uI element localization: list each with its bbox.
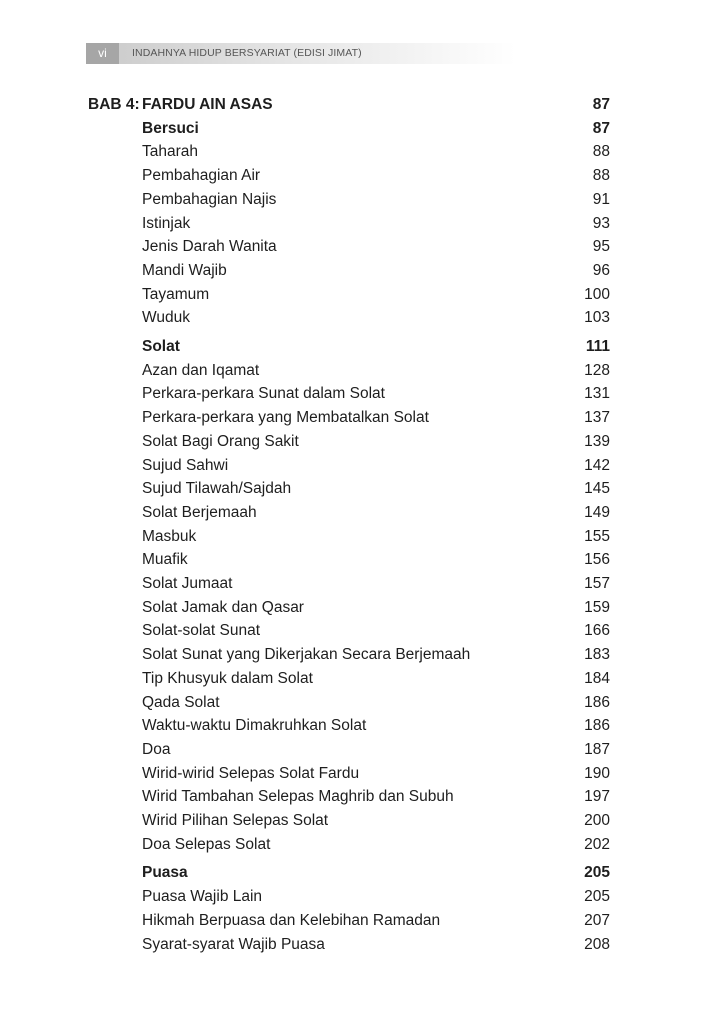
- toc-entry-page: 88: [592, 143, 610, 161]
- toc-entry-page: 166: [584, 622, 610, 640]
- toc-entry-title: Solat Jumaat: [142, 575, 233, 592]
- toc-entry-title: Wirid Tambahan Selepas Maghrib dan Subuh: [142, 788, 454, 806]
- toc-entry-title: Mandi Wajib: [142, 261, 227, 279]
- toc-entry-page: 200: [584, 812, 610, 829]
- toc-section-row: [142, 335, 610, 359]
- toc-entry-title: Waktu-waktu Dimakruhkan Solat: [142, 717, 367, 735]
- toc-entry-title: Doa Selepas Solat: [142, 835, 271, 853]
- toc-entry-row: [142, 359, 610, 383]
- toc-entry-page: 131: [584, 385, 610, 403]
- toc-entry-row: [142, 885, 610, 909]
- toc-entry-row: [142, 382, 610, 406]
- toc-entry-page: 155: [584, 527, 610, 545]
- toc-entry-page: 190: [584, 764, 610, 782]
- toc-entry-page: 145: [584, 480, 610, 498]
- toc-entry-page: 186: [584, 693, 610, 711]
- toc-entry-page: 95: [592, 238, 610, 256]
- toc-entry-title: Solat Jamak dan Qasar: [142, 598, 304, 616]
- toc-entry-page: 159: [584, 598, 610, 616]
- toc-entry-title: Tayamum: [142, 285, 210, 303]
- toc-entry-page: 149: [584, 503, 610, 521]
- toc-entry-title: Syarat-syarat Wajib Puasa: [142, 935, 325, 953]
- toc-entry-row: [142, 283, 610, 307]
- toc-entry-row: [142, 572, 610, 596]
- toc-entry-page: 96: [592, 261, 610, 279]
- toc-entry-page: 197: [584, 788, 610, 806]
- toc-entry-title: Pembahagian Air: [142, 167, 261, 185]
- toc-entry-page: 205: [584, 888, 610, 906]
- toc-entry-row: [142, 259, 610, 283]
- toc-entry-title: Solat-solat Sunat: [142, 622, 261, 640]
- toc-entry-title: Sujud Tilawah/Sajdah: [142, 480, 292, 498]
- toc-entry-title: Muafik: [142, 551, 188, 569]
- toc-entry-page: 186: [584, 717, 610, 735]
- toc-entry-title: Perkara-perkara Sunat dalam Solat: [142, 385, 385, 403]
- toc-section-title: Solat: [142, 338, 180, 355]
- toc-entry-page: 139: [584, 432, 610, 450]
- toc-entry-row: [142, 306, 610, 330]
- toc-entry-page: 183: [584, 646, 610, 664]
- toc-entry-row: [142, 909, 610, 933]
- toc-section-row: [142, 117, 610, 141]
- toc-entry-title: Wirid Pilihan Selepas Solat: [142, 812, 329, 829]
- toc-entry-row: [142, 454, 610, 478]
- toc-entry-title: Wuduk: [142, 309, 190, 327]
- toc-entry-title: Taharah: [142, 143, 199, 161]
- toc-entry-page: 100: [584, 285, 610, 303]
- toc-entry-page: 208: [584, 935, 610, 953]
- chapter-page: 87: [592, 96, 610, 113]
- toc-entry-title: Sujud Sahwi: [142, 456, 229, 474]
- toc-section-page: 87: [592, 119, 610, 137]
- toc-entry-row: [142, 430, 610, 454]
- toc-entry-title: Solat Sunat yang Dikerjakan Secara Berjemaah: [142, 646, 471, 664]
- toc-entry-title: Masbuk: [142, 527, 197, 545]
- toc-section-page: 205: [584, 864, 610, 882]
- toc-entry-title: Jenis Darah Wanita: [142, 238, 277, 256]
- toc-entry-title: Perkara-perkara yang Membatalkan Solat: [142, 409, 429, 427]
- toc-entry-page: 128: [584, 361, 610, 379]
- chapter-heading: [88, 93, 610, 117]
- toc-entry-page: 103: [584, 309, 610, 327]
- toc-entry-title: Qada Solat: [142, 693, 220, 711]
- toc-entry-row: [142, 738, 610, 762]
- toc-entry-title: Hikmah Berpuasa dan Kelebihan Ramadan: [142, 911, 441, 929]
- toc-entry-row: [142, 933, 610, 957]
- toc-entry-title: Doa: [142, 740, 171, 758]
- running-header: [86, 43, 516, 64]
- toc-entry-title: Azan dan Iqamat: [142, 361, 260, 379]
- toc-entry-row: [142, 785, 610, 809]
- toc-entry-page: 202: [584, 835, 610, 853]
- toc-entry-row: [142, 691, 610, 715]
- toc-entry-page: 157: [584, 575, 610, 592]
- toc-entry-title: Solat Bagi Orang Sakit: [142, 432, 299, 450]
- toc-entry-row: [142, 140, 610, 164]
- toc-entry-page: 142: [584, 456, 610, 474]
- toc-entry-title: Istinjak: [142, 214, 191, 232]
- toc-entry-row: [142, 643, 610, 667]
- chapter-number: BAB 4:: [88, 96, 140, 113]
- toc-entry-page: 184: [584, 669, 610, 687]
- toc-entry-page: 156: [584, 551, 610, 569]
- toc-entry-row: [142, 667, 610, 691]
- toc-entry-title: Tip Khusyuk dalam Solat: [142, 669, 313, 687]
- toc-entry-row: [142, 548, 610, 572]
- toc-entry-row: [142, 501, 610, 525]
- toc-entry-row: [142, 762, 610, 786]
- toc-entry-row: [142, 833, 610, 857]
- toc-entry-row: [142, 525, 610, 549]
- chapter-title: FARDU AIN ASAS: [142, 96, 273, 113]
- toc-entry-title: Pembahagian Najis: [142, 190, 277, 208]
- running-title: INDAHNYA HIDUP BERSYARIAT (EDISI JIMAT): [132, 47, 362, 59]
- toc-entry-page: 137: [584, 409, 610, 427]
- page-number: vi: [86, 43, 119, 64]
- toc-section-row: [142, 861, 610, 885]
- toc-entry-row: [142, 212, 610, 236]
- toc-entry-page: 207: [584, 911, 610, 929]
- toc-entry-title: Solat Berjemaah: [142, 503, 257, 521]
- toc-entry-row: [142, 406, 610, 430]
- toc-entry-row: [142, 477, 610, 501]
- toc-entry-title: Puasa Wajib Lain: [142, 888, 263, 906]
- toc-section-title: Puasa: [142, 864, 188, 882]
- toc-entry-row: [142, 619, 610, 643]
- toc-entry-page: 93: [592, 214, 610, 232]
- toc-entry-page: 187: [584, 740, 610, 758]
- toc-entry-row: [142, 596, 610, 620]
- toc-entry-title: Wirid-wirid Selepas Solat Fardu: [142, 764, 360, 782]
- toc-entry-row: [142, 809, 610, 833]
- toc-entry-row: [142, 188, 610, 212]
- toc-entry-page: 88: [592, 167, 610, 185]
- toc-entry-row: [142, 235, 610, 259]
- toc-section-title: Bersuci: [142, 119, 199, 137]
- toc-section-page: 111: [585, 338, 610, 355]
- toc-entry-row: [142, 164, 610, 188]
- toc-entry-row: [142, 714, 610, 738]
- toc-entry-page: 91: [592, 190, 610, 208]
